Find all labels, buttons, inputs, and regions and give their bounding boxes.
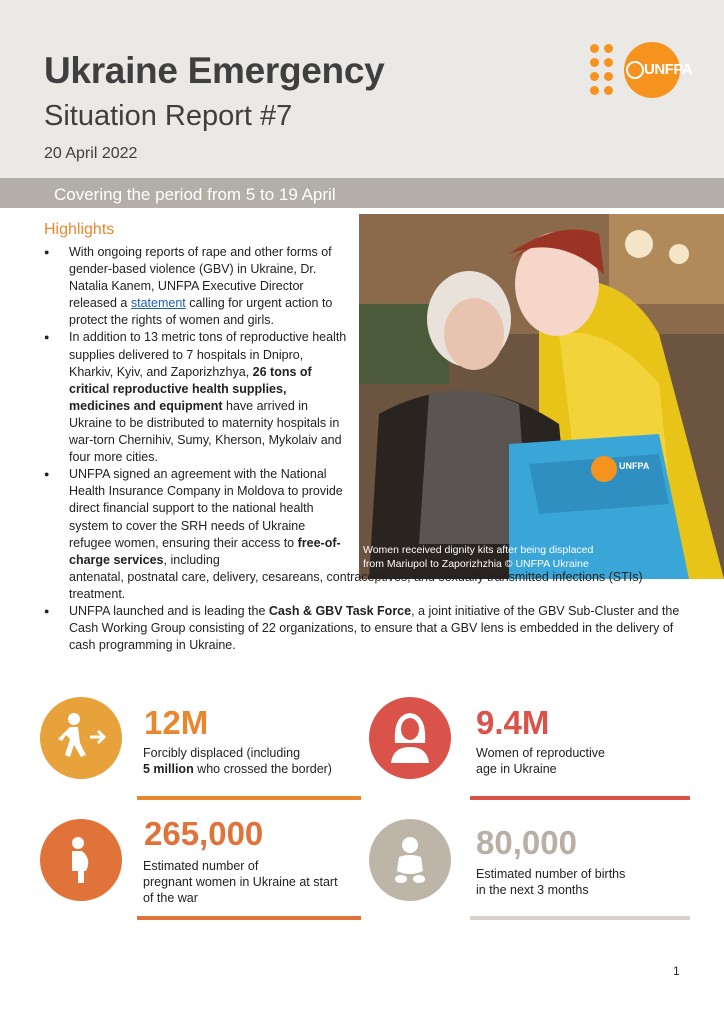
displaced-person-icon [40, 697, 122, 779]
highlights-title: Highlights [44, 221, 115, 238]
period-text: Covering the period from 5 to 19 April [54, 185, 336, 204]
highlight-3: ● UNFPA signed an agreement with the National Health Insurance Company in Moldova to provide direct financial support to the national health system to cover the SRH needs of Ukraine refugee women, ensuring their access to free-of-charge services, including [44, 466, 349, 569]
report-date: 20 April 2022 [44, 145, 138, 162]
highlights-list [44, 244, 684, 654]
pregnant-woman-icon [40, 819, 122, 901]
unfpa-logo [586, 40, 704, 98]
stat-births-desc: Estimated number of births in the next 3 months [476, 867, 626, 897]
stat-births-number: 80,000 [476, 824, 577, 861]
stat-pregnant-divider [137, 916, 361, 920]
caption-line-2: from Mariupol to Zaporizhzhia © UNFPA Ukraine [363, 558, 589, 570]
highlight-3-continued: antenatal, postnatal care, delivery, cesareans, contraceptives, and sexually transmitted infections (STIs) treatment. [69, 569, 643, 601]
report-title: Ukraine Emergency [44, 50, 385, 91]
un-emblem-icon [626, 61, 644, 79]
caption-line-1: Women received dignity kits after being displaced [363, 544, 594, 556]
stat-pregnant-number: 265,000 [144, 815, 264, 852]
stat-women-divider [470, 796, 690, 800]
highlight-2: ● In addition to 13 metric tons of reproductive health supplies delivered to 7 hospitals in Dnipro, Kharkiv, Kyiv, and Zaporizhzhya, 26 tons of critical reproductive health supplies, medicines and equipment have arrived in Ukraine to be distributed to maternity hospitals in war-torn Chernihiv, Sumy, Kherson, Mykolaiv and four more cities. [44, 329, 349, 466]
stat-displaced-number: 12M [144, 704, 209, 741]
stat-displaced-divider [137, 796, 361, 800]
statement-link[interactable]: statement [130, 296, 186, 311]
page-number: 1 [673, 964, 680, 978]
stat-births-divider [470, 916, 690, 920]
stat-women-number: 9.4M [476, 704, 550, 741]
highlight-4: ● UNFPA launched and is leading the Cash & GBV Task Force, a joint initiative of the GBV Sub-Cluster and the Cash Working Group consisting of 22 organizations, to ensure that a GBV lens is embedded in the delivery of cash programming in Ukraine. [44, 603, 684, 654]
stat-displaced-desc: Forcibly displaced (including 5 million who crossed the border) [143, 746, 332, 776]
highlight-1: ● With ongoing reports of rape and other forms of gender-based violence (GBV) in Ukraine, Dr. Natalia Kanem, UNFPA Executive Director released a statement calling for urgent action to protect the rights of women and girls. [44, 244, 349, 329]
logo-text: UNFPA [644, 61, 693, 78]
woman-icon [369, 697, 451, 779]
stat-women-desc: Women of reproductive age in Ukraine [476, 746, 605, 776]
stat-pregnant-desc: Estimated number of pregnant women in Ukraine at start of the war [143, 859, 338, 905]
baby-icon [369, 819, 451, 901]
bag-logo: UNFPA [619, 461, 650, 471]
report-subtitle: Situation Report #7 [44, 100, 293, 132]
